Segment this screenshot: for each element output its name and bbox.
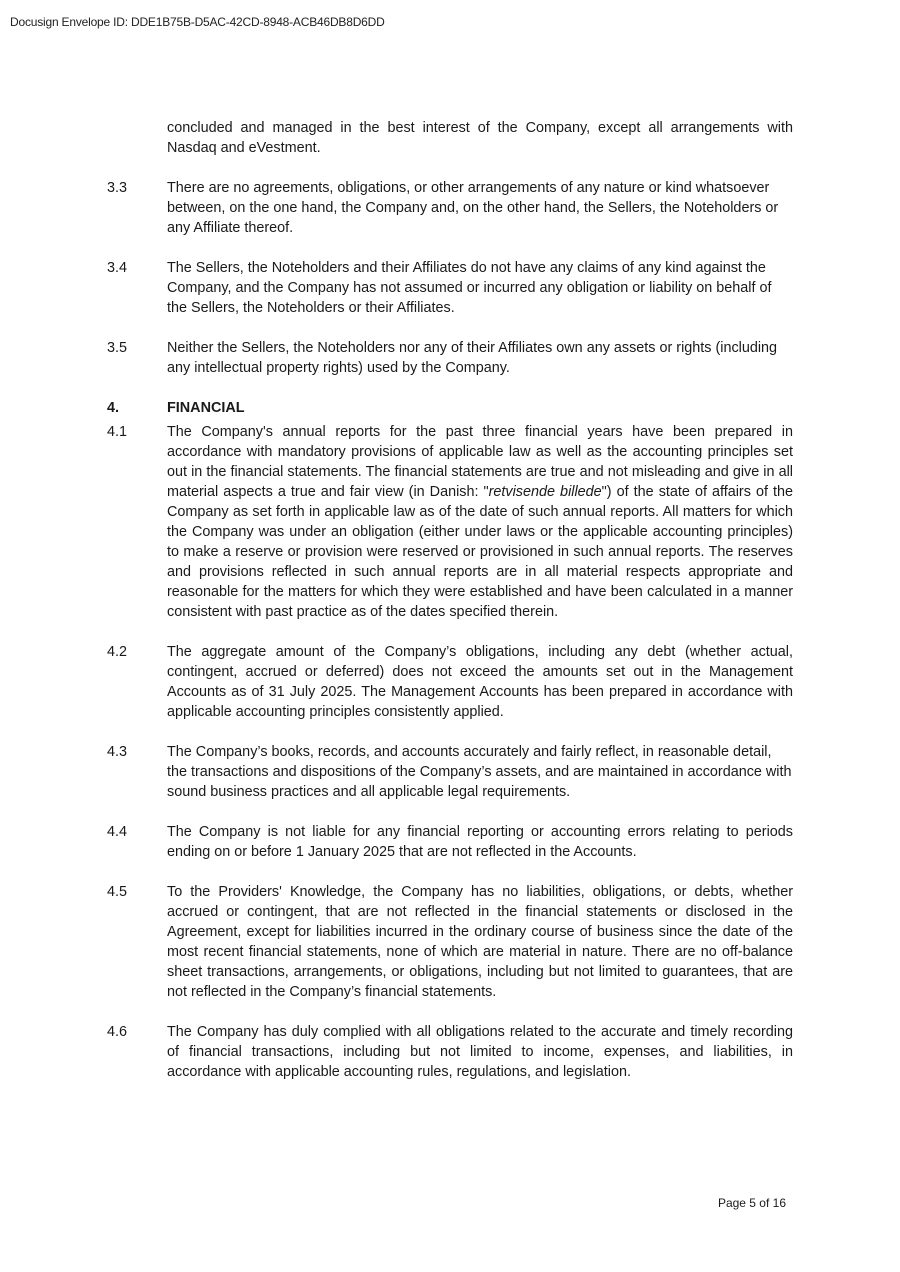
clause-4-1 [107,422,793,622]
clause-number: 4.1 [107,424,128,440]
clause-text: Neither the Sellers, the Noteholders nor any of their Affiliates own any assets or rights (including any intellectual property rights) used by the Company. [167,340,778,376]
clause-number: 3.3 [107,180,128,196]
clause-3-4 [107,258,793,318]
clause-4-2 [107,642,793,722]
clause-text-part: ") of the state of affairs of the Company as set forth in applicable law as of the date of such annual reports. All matters for which the Company was under an obligation (either under laws or the applicable accounting principles) to make a reserve or provision were reserved or provisioned in such annual reports. The reserves and provisions reflected in such annual reports are in all material respects appropriate and reasonable for the matters for which they were established and have been calculated in a manner consistent with past practice as of the dates specified therein. [167,484,793,620]
clause-number: 3.5 [107,340,128,356]
clause-number: 4.6 [107,1024,128,1040]
envelope-id: Docusign Envelope ID: DDE1B75B-D5AC-42CD-8948-ACB46DB8D6DD [10,15,385,29]
section-title: FINANCIAL [167,400,245,416]
clause-4-5 [107,882,793,1002]
document-body [107,118,793,1102]
clause-number: 4.3 [107,744,128,760]
clause-number: 3.4 [107,260,128,276]
clause-3-3 [107,178,793,238]
clause-text: The Sellers, the Noteholders and their Affiliates do not have any claims of any kind against the Company, and the Company has not assumed or incurred any obligation or liability on behalf of the Sellers, the Noteholders or their Affiliates. [167,260,772,316]
clause-text: The Company has duly complied with all obligations related to the accurate and timely recording of financial transactions, including but not limited to income, expenses, and liabilities, in accordance with applicable accounting rules, regulations, and legislation. [167,1024,793,1080]
continuation-paragraph: concluded and managed in the best interest of the Company, except all arrangements with Nasdaq and eVestment. [167,120,793,156]
clause-text [167,422,793,622]
section-number: 4. [107,400,120,416]
clause-text: There are no agreements, obligations, or other arrangements of any nature or kind whatsoever between, on the one hand, the Company and, on the other hand, the Sellers, the Noteholders or any Affiliate thereof. [167,180,779,236]
section-heading-financial [107,398,793,418]
clause-4-6 [107,1022,793,1082]
clause-text: The Company’s books, records, and accounts accurately and fairly reflect, in reasonable detail, the transactions and dispositions of the Company’s assets, and are maintained in accordance with sound business practices and all applicable legal requirements. [167,744,792,800]
clause-text: The aggregate amount of the Company’s obligations, including any debt (whether actual, contingent, accrued or deferred) does not exceed the amounts set out in the Management Accounts as of 31 July 2025. The Management Accounts has been prepared in accordance with applicable accounting principles consistently applied. [167,644,793,720]
clause-3-5 [107,338,793,378]
clause-number: 4.5 [107,884,128,900]
clause-4-3 [107,742,793,802]
danish-term: retvisende billede [488,484,602,500]
clause-text-part: The Company's annual reports for the past three financial years have been prepared in accordance with mandatory provisions of applicable law as well as the accounting principles set out in the financial statements. The financial statements are true and not misleading and give in all material aspects a true and fair view (in Danish: " [167,424,793,500]
page-number: Page 5 of 16 [717,1196,786,1210]
clause-number: 4.4 [107,824,128,840]
clause-number: 4.2 [107,644,128,660]
clause-text: The Company is not liable for any financial reporting or accounting errors relating to periods ending on or before 1 January 2025 that are not reflected in the Accounts. [167,824,793,860]
clause-text: To the Providers' Knowledge, the Company has no liabilities, obligations, or debts, whether accrued or contingent, that are not reflected in the financial statements or disclosed in the Agreement, except for liabilities incurred in the ordinary course of business since the date of the most recent financial statements, none of which are material in nature. There are no off-balance sheet transactions, arrangements, or obligations, including but not limited to guarantees, that are not reflected in the Company’s financial statements. [167,884,793,1000]
clause-4-4 [107,822,793,862]
